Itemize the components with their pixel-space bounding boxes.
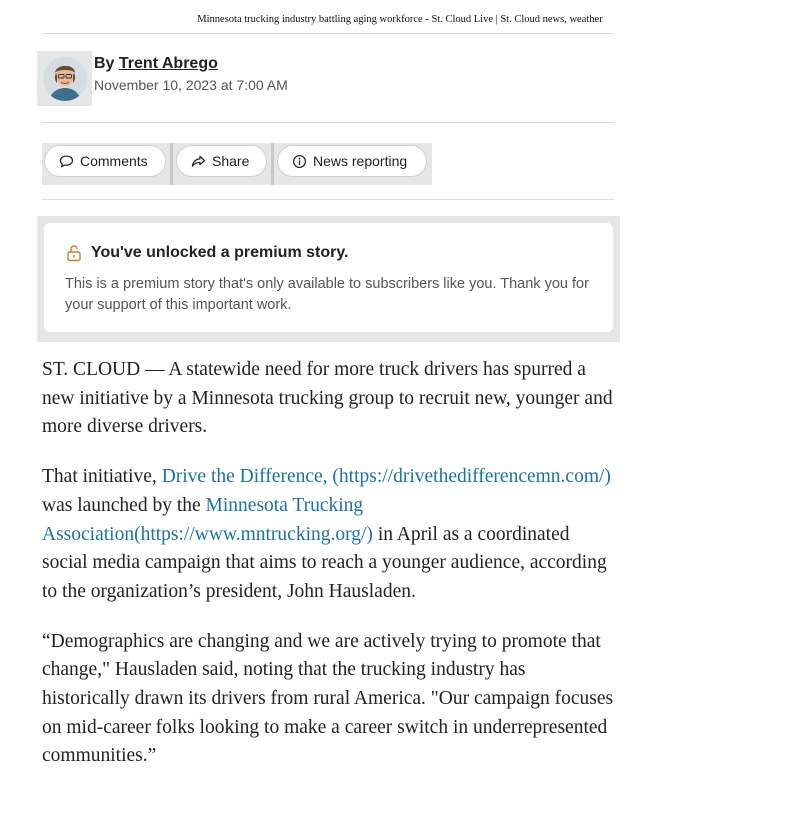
divider — [42, 122, 614, 123]
premium-message: This is a premium story that's only available to subscribers like you. Thank you for your support of this important work. — [65, 276, 589, 313]
premium-header — [65, 244, 349, 262]
share-button[interactable] — [176, 145, 267, 177]
paragraph-text: was launched by the — [42, 494, 206, 516]
paragraph-text: in April as a coordinated social media campaign that aims to reach a younger audience, according to the organization’s president, John Hausladen. — [42, 523, 607, 602]
publish-date: November 10, 2023 at 7:00 AM — [94, 77, 288, 93]
paragraph-text: That initiative, — [42, 466, 162, 488]
author-line — [94, 55, 288, 73]
action-separator — [170, 143, 173, 185]
comment-icon — [59, 154, 74, 169]
share-label: Share — [212, 153, 250, 169]
premium-title: You've unlocked a premium story. — [91, 244, 349, 261]
drive-the-difference-link[interactable]: Drive the Difference, (https://drivethedifferencemn.com/) — [161, 466, 611, 488]
avatar[interactable] — [43, 57, 87, 101]
article-paragraph — [42, 463, 614, 607]
author-link[interactable]: Trent Abrego — [118, 55, 218, 72]
author-avatar-frame — [37, 51, 92, 106]
info-icon — [292, 154, 307, 169]
byline-text — [94, 55, 288, 93]
comments-label: Comments — [80, 153, 148, 169]
by-label: By — [94, 55, 115, 72]
top-divider — [42, 33, 614, 34]
premium-notice — [37, 216, 620, 342]
comments-button[interactable] — [44, 145, 166, 177]
minnesota-trucking-association-link[interactable]: Minnesota Trucking Association(https://www.mntrucking.org/) — [42, 494, 373, 545]
article-body — [42, 356, 614, 792]
action-separator — [271, 143, 274, 185]
news-reporting-button[interactable] — [277, 145, 427, 177]
article-paragraph: “Demographics are changing and we are actively trying to promote that change," Hausladen said, noting that the trucking industry has historically drawn its drivers from rural America. "Our campaign focuses on mid-career folks looking to make a career switch in underrepresented communities.” — [42, 630, 614, 767]
share-icon — [191, 154, 206, 169]
article-paragraph: ST. CLOUD — A statewide need for more truck drivers has spurred a new initiative by a Minnesota trucking group to recruit new, younger and more diverse drivers. — [42, 359, 613, 438]
unlock-icon — [65, 244, 83, 262]
page-title: Minnesota trucking industry battling aging workforce - St. Cloud Live | St. Cloud news, weather — [197, 14, 603, 25]
article-actions — [42, 143, 432, 185]
premium-card — [44, 223, 613, 332]
divider — [42, 199, 614, 200]
news-reporting-label: News reporting — [313, 153, 408, 169]
